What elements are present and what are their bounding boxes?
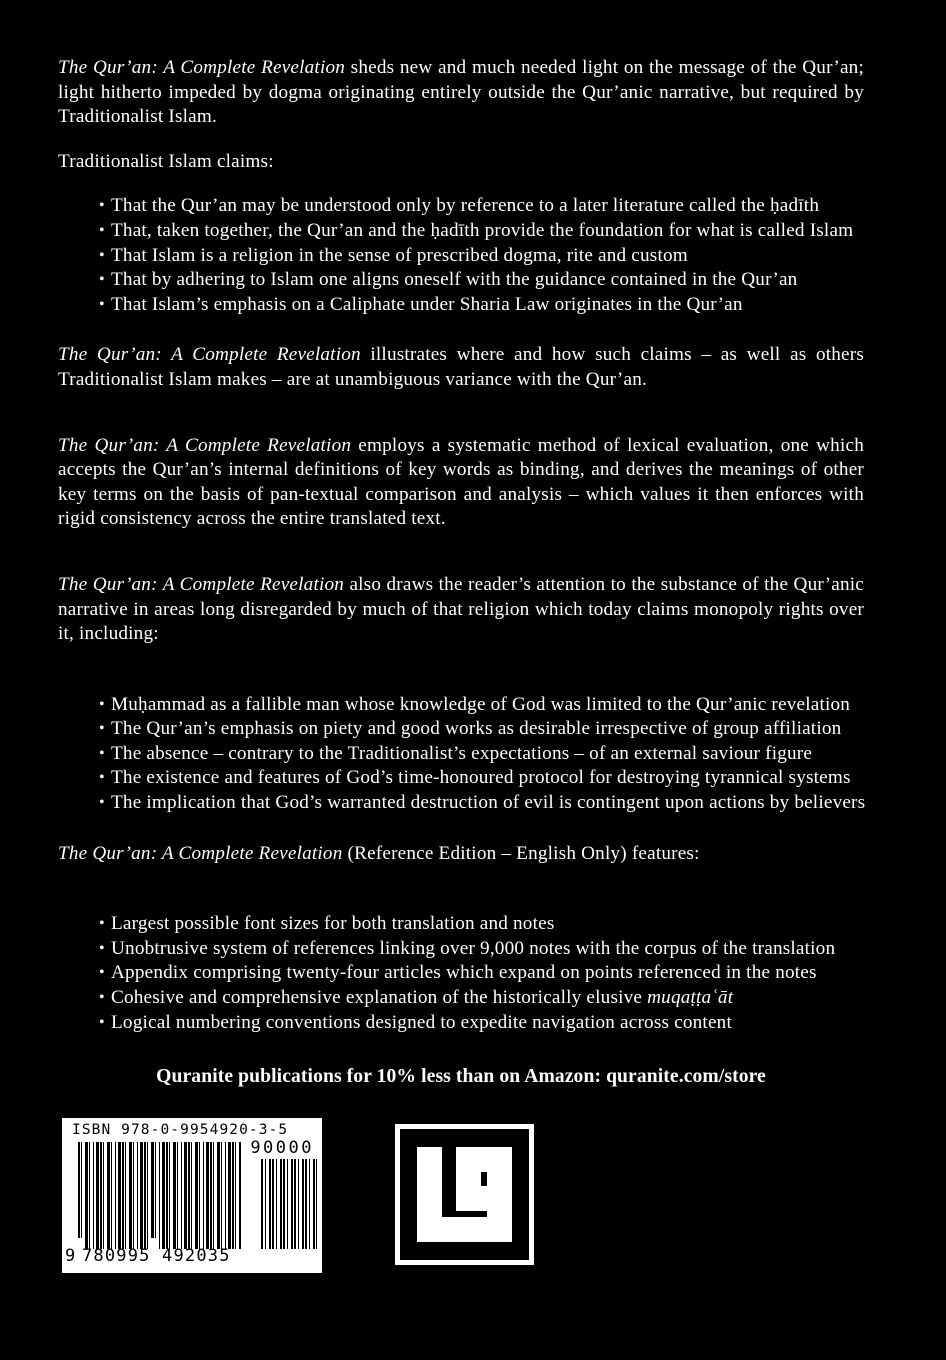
book-title-italic: The Qur’an: A Complete Revelation [58, 573, 345, 595]
substance-paragraph [58, 573, 864, 647]
spacer [58, 413, 864, 434]
list-item: • That the Qur’an may be understood only by reference to a later literature called the ḥadīth [58, 194, 864, 219]
list-item: • The implication that God’s warranted destruction of evil is contingent upon actions by believers [58, 791, 864, 816]
method-body: employs a systematic method of lexical evaluation, one which accepts the Qur’an’s internal definitions of key words as binding, and derives the meanings of other key terms on the basis of pan-textual comparison and analysis – which values it then enforces with rigid consistency across the entire translated text. [58, 434, 864, 530]
feature-text: Cohesive and comprehensive explanation of the historically elusive [111, 987, 648, 1009]
book-title-italic: The Qur’an: A Complete Revelation [58, 344, 361, 366]
list-item: • Unobtrusive system of references linking over 9,000 notes with the corpus of the translation [58, 937, 864, 962]
list-item [58, 986, 864, 1011]
spacer [58, 317, 864, 343]
substance-body: also draws the reader’s attention to the substance of the Qur’anic narrative in areas long disregarded by much of that religion which today claims monopoly rights over it, including: [58, 573, 864, 645]
intro-body: sheds new and much needed light on the message of the Qur’an; light hitherto impeded by dogma originating entirely outside the Qur’anic narrative, but required by Traditionalist Islam. [58, 57, 864, 128]
illustrates-paragraph [58, 343, 864, 392]
spacer [58, 667, 864, 693]
features-list [58, 912, 864, 1035]
list-item: • The Qur’an’s emphasis on piety and good works as desirable irrespective of group affiliation [58, 717, 864, 742]
promo-line: Quranite publications for 10% less than on Amazon: quranite.com/store [156, 1066, 766, 1088]
features-paragraph [58, 842, 864, 867]
list-item: • The absence – contrary to the Traditionalist’s expectations – of an external saviour figure [58, 742, 864, 767]
substance-points-list [58, 693, 864, 816]
list-item: • Muḥammad as a fallible man whose knowledge of God was limited to the Qur’anic revelation [58, 693, 864, 718]
list-item: • That Islam’s emphasis on a Caliphate under Sharia Law originates in the Qur’an [58, 293, 864, 318]
list-item: • That by adhering to Islam one aligns oneself with the guidance contained in the Qur’an [58, 268, 864, 293]
publisher-logo [395, 1124, 534, 1265]
l9-monogram-icon [395, 1124, 534, 1265]
claims-list [58, 194, 864, 317]
spacer [58, 1035, 864, 1065]
list-item: • That Islam is a religion in the sense of prescribed dogma, rite and custom [58, 244, 864, 269]
method-paragraph [58, 434, 864, 532]
barcode-bars-addon [261, 1159, 317, 1249]
list-item: • The existence and features of God’s time-honoured protocol for destroying tyrannical systems [58, 766, 864, 791]
book-title-italic: The Qur’an: A Complete Revelation [58, 842, 343, 864]
isbn-barcode [62, 1118, 322, 1273]
list-item: • That, taken together, the Qur’an and the ḥadīth provide the foundation for what is called Islam [58, 219, 864, 244]
barcode-addon-digits: 90000 [250, 1138, 314, 1158]
ean-left-digit: 9 [65, 1246, 76, 1266]
illustrates-body: illustrates where and how such claims – as well as others Traditionalist Islam makes – are at unambiguous variance with the Qur’an. [58, 344, 864, 390]
intro-paragraph [58, 56, 864, 130]
isbn-label: ISBN 978-0-9954920-3-5 [72, 1122, 289, 1138]
claims-heading: Traditionalist Islam claims: [58, 150, 274, 172]
book-title-italic: The Qur’an: A Complete Revelation [58, 434, 352, 456]
back-cover-text-column [58, 56, 864, 1089]
spacer [58, 816, 864, 842]
muqattaat-term: muqaṭṭaʿāt [647, 987, 734, 1009]
list-item: • Largest possible font sizes for both translation and notes [58, 912, 864, 937]
list-item: • Appendix comprising twenty-four articles which expand on points referenced in the notes [58, 961, 864, 986]
list-item: • Logical numbering conventions designed to expedite navigation across content [58, 1011, 864, 1036]
barcode-bars-main [78, 1142, 241, 1249]
features-body: (Reference Edition – English Only) features: [342, 842, 700, 864]
ean-digits: 780995 492035 [82, 1246, 231, 1266]
spacer [58, 886, 864, 912]
spacer [58, 552, 864, 573]
book-title-italic: The Qur’an: A Complete Revelation [58, 57, 346, 78]
